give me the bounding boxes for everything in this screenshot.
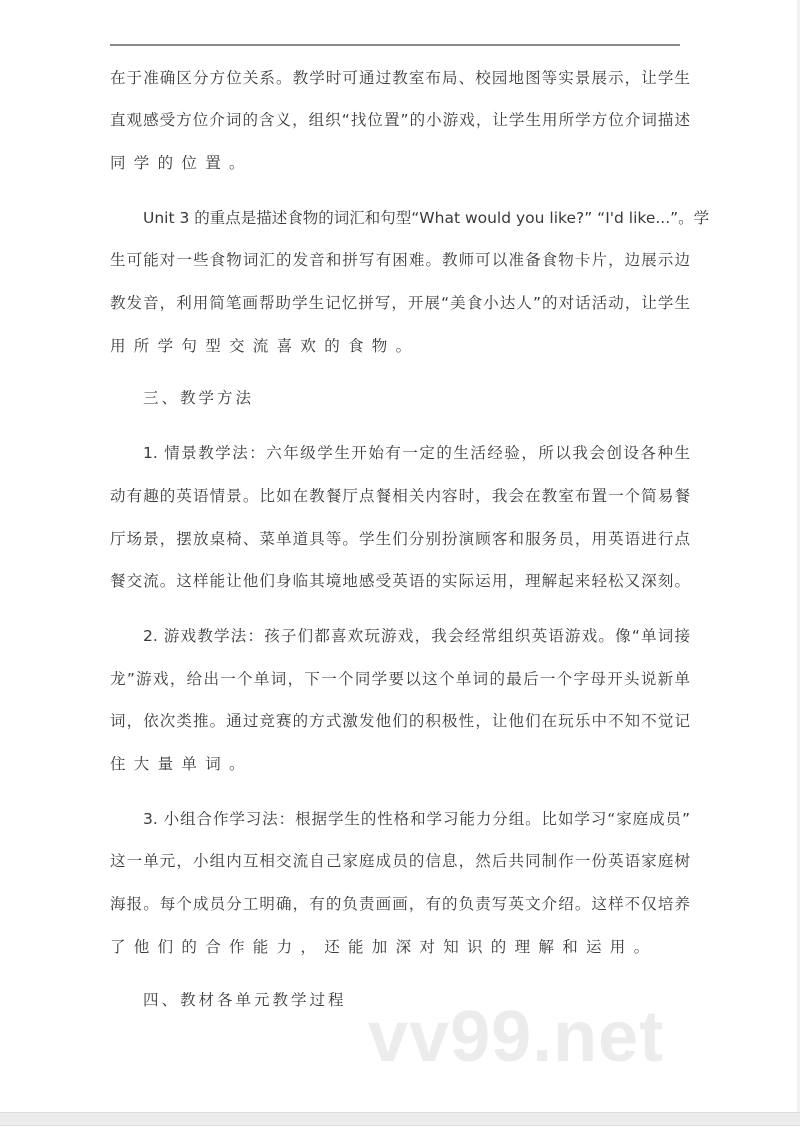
text-line: 生可能对一些食物词汇的发音和拼写有困难。教师可以准备食物卡片，边展示边 [110,251,690,269]
text-line: 教发音，利用简笔画帮助学生记忆拼写，开展“美食小达人”的对话活动，让学生 [110,294,690,312]
text-line: 龙”游戏，给出一个单词，下一个同学要以这个单词的最后一个字母开头说新单 [110,670,690,688]
text-line: 海报。每个成员分工明确，有的负责画画，有的负责写英文介绍。这样不仅培养 [110,895,690,913]
text-line: 动有趣的英语情景。比如在教餐厅点餐相关内容时，我会在教室布置一个简易餐 [110,487,690,505]
text-line: 2. 游戏教学法：孩子们都喜欢玩游戏，我会经常组织英语游戏。像“单词接 [143,627,690,645]
text-line: Unit 3 的重点是描述食物的词汇和句型“What would you like?” “I'd like...”。学 [143,209,710,227]
text-line: 在于准确区分方位关系。教学时可通过教室布局、校园地图等实景展示，让学生 [110,69,690,87]
text-line: 用所学句型交流喜欢的食物。 [110,337,420,355]
text-line: 餐交流。这样能让他们身临其境地感受英语的实际运用，理解起来轻松又深刻。 [110,572,690,590]
text-line: 住大量单词。 [110,755,253,773]
text-line: 同学的位置。 [110,154,253,172]
header-rule [110,44,680,46]
text-line: 3. 小组合作学习法：根据学生的性格和学习能力分组。比如学习“家庭成员” [143,810,690,828]
text-line: 词，依次类推。通过竞赛的方式激发他们的积极性，让他们在玩乐中不知不觉记 [110,712,690,730]
text-line: 了他们的合作能力，还能加深对知识的理解和运用。 [110,938,658,956]
text-line: 这一单元，小组内互相交流自己家庭成员的信息，然后共同制作一份英语家庭树 [110,852,690,870]
text-line: 直观感受方位介词的含义，组织“找位置”的小游戏，让学生用所学方位介词描述 [110,111,690,129]
section-heading: 三、教学方法 [143,389,255,407]
text-line: 厅场景，摆放桌椅、菜单道具等。学生们分别扮演顾客和服务员，用英语进行点 [110,530,690,548]
section-heading: 四、教材各单元教学过程 [143,991,347,1009]
text-line: 1. 情景教学法：六年级学生开始有一定的生活经验，所以我会创设各种生 [143,444,690,462]
watermark: vv99.net [368,997,665,1077]
page-separator [0,1112,800,1126]
